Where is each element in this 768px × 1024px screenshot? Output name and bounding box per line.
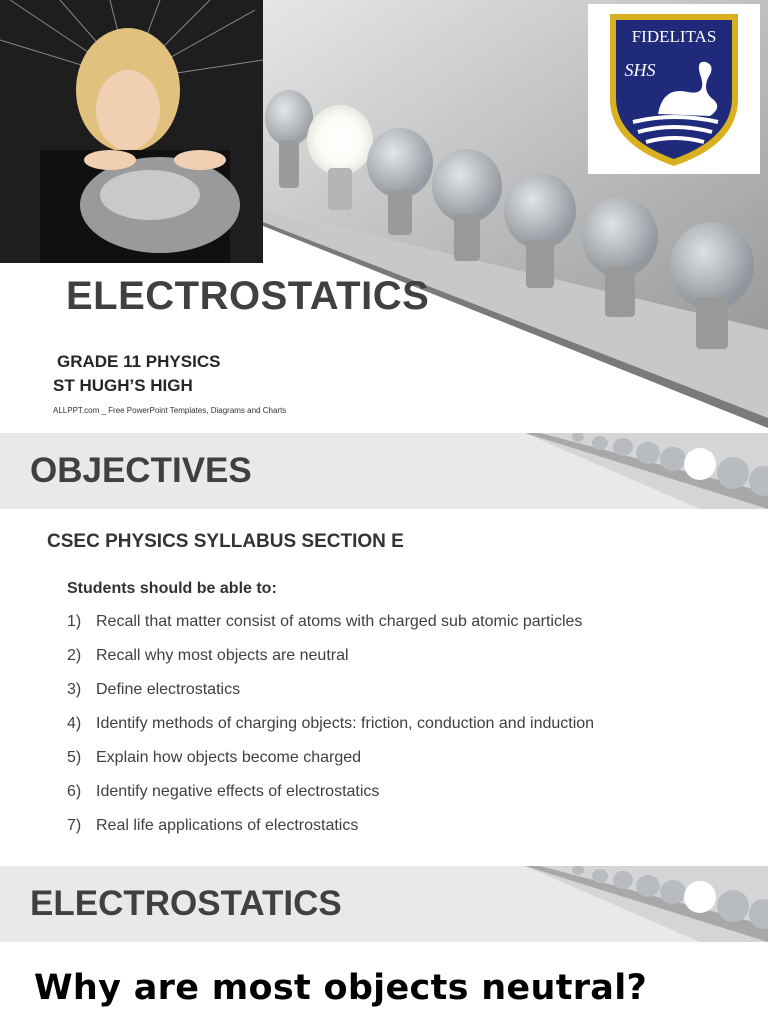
item-text: Recall why most objects are neutral xyxy=(96,647,349,664)
item-number: 3) xyxy=(67,681,82,698)
electrostatics-title: ELECTROSTATICS xyxy=(30,884,342,923)
objectives-list xyxy=(67,613,594,851)
neutral-objects-slide xyxy=(0,866,768,1024)
item-text: Real life applications of electrostatics xyxy=(96,817,359,834)
title-slide xyxy=(0,0,768,428)
item-number: 5) xyxy=(67,749,82,766)
list-item xyxy=(67,647,594,681)
item-number: 4) xyxy=(67,715,82,732)
objectives-title: OBJECTIVES xyxy=(30,451,252,490)
item-text: Identify methods of charging objects: friction, conduction and induction xyxy=(96,715,595,732)
van-de-graaff-photo xyxy=(0,0,263,263)
school-logo xyxy=(588,4,760,174)
item-number: 7) xyxy=(67,817,82,834)
school-name: ST HUGH’S HIGH xyxy=(53,376,193,395)
objectives-header xyxy=(0,433,768,509)
list-item xyxy=(67,749,594,783)
objectives-slide xyxy=(0,433,768,860)
list-item xyxy=(67,681,594,715)
item-number: 1) xyxy=(67,613,82,630)
list-item xyxy=(67,613,594,647)
item-text: Explain how objects become charged xyxy=(96,749,362,766)
list-item xyxy=(67,783,594,817)
logo-motto: FIDELITAS xyxy=(631,27,717,46)
question-heading: Why are most objects neutral? xyxy=(34,968,648,1008)
item-text: Identify negative effects of electrostatics xyxy=(96,783,380,800)
list-item xyxy=(67,817,594,851)
template-credit: ALLPPT.com _ Free PowerPoint Templates, Diagrams and Charts xyxy=(53,406,287,415)
item-text: Define electrostatics xyxy=(96,681,241,698)
electrostatics-header xyxy=(0,866,768,942)
item-number: 6) xyxy=(67,783,82,800)
item-text: Recall that matter consist of atoms with charged sub atomic particles xyxy=(96,613,583,630)
list-item xyxy=(67,715,594,749)
slide1-title: ELECTROSTATICS xyxy=(66,274,430,318)
grade-label: GRADE 11 PHYSICS xyxy=(57,352,221,371)
syllabus-heading: CSEC PHYSICS SYLLABUS SECTION E xyxy=(47,531,404,552)
item-number: 2) xyxy=(67,647,82,664)
logo-monogram: SHS xyxy=(624,60,656,80)
objectives-lead: Students should be able to: xyxy=(67,580,277,597)
